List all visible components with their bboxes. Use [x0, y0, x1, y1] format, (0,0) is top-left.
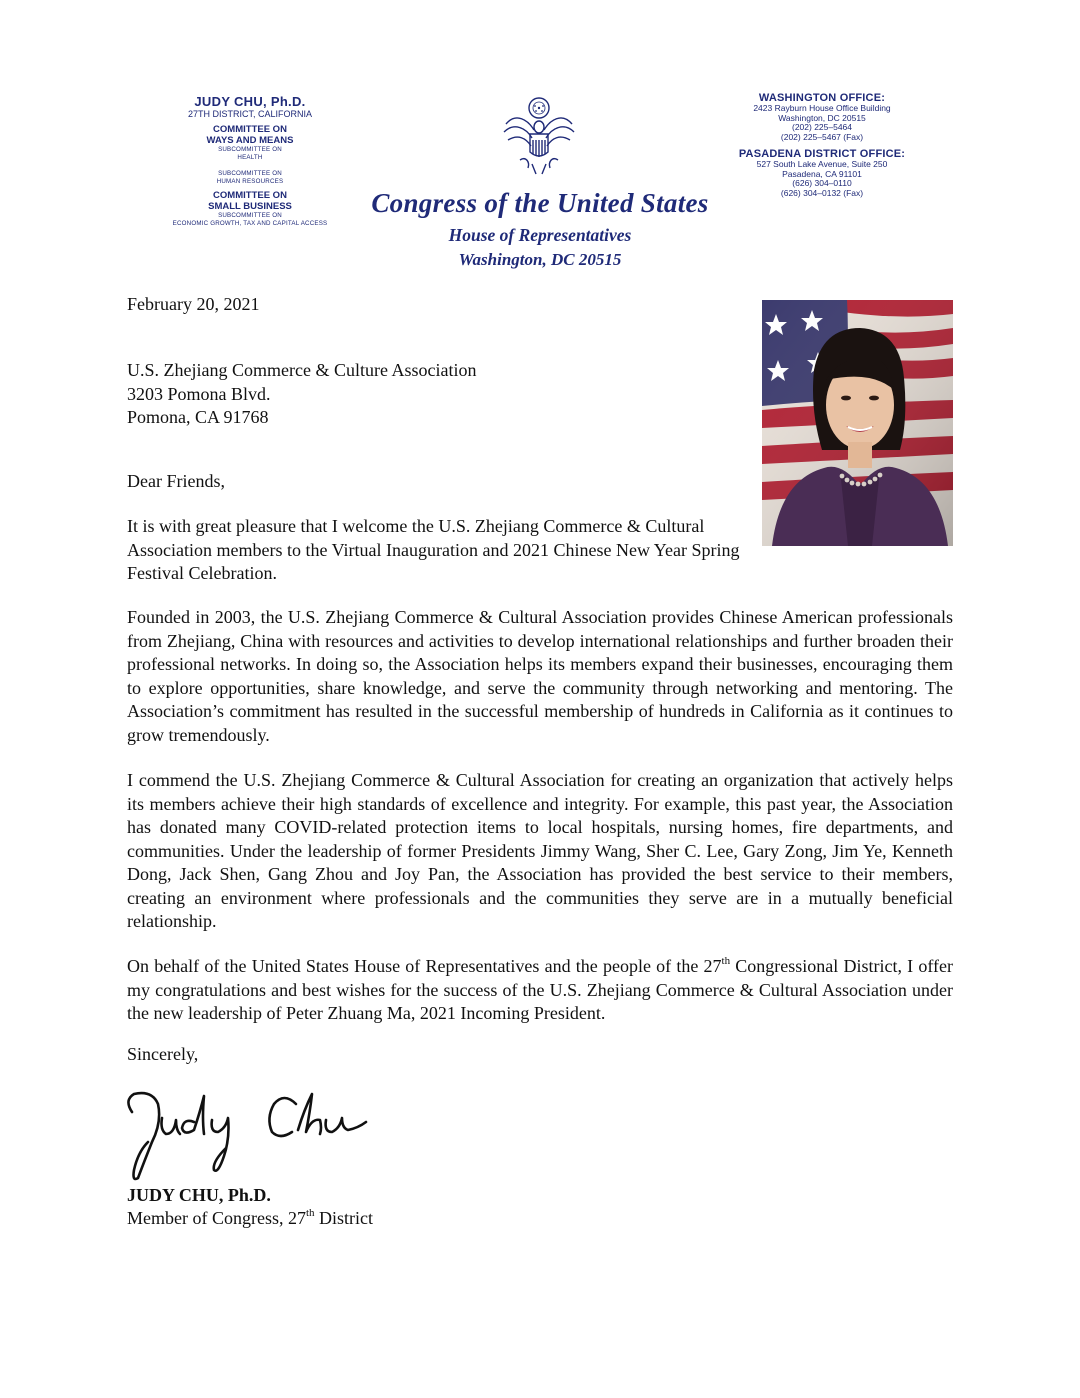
subcommittee-health: [160, 146, 340, 161]
fax-line: (626) 304–0132 (Fax): [780, 187, 864, 198]
phone-line: (202) 225–5464: [791, 122, 853, 132]
signer-title: [127, 1207, 373, 1231]
fax-line: (202) 225–5467 (Fax): [780, 131, 864, 142]
letterhead-title: [340, 188, 740, 270]
pasadena-office-heading: PASADENA DISTRICT OFFICE:: [738, 148, 906, 160]
address-line: Pasadena, CA 91101: [782, 168, 862, 179]
committee-label: WAYS AND MEANS: [206, 135, 294, 146]
subcommittee-label: SUBCOMMITTEE ON: [218, 212, 282, 219]
phone-line: (626) 304–0110: [792, 178, 852, 188]
subcommittee-label: ECONOMIC GROWTH, TAX AND CAPITAL ACCESS: [172, 219, 328, 227]
subcommittee-label: HUMAN RESOURCES: [216, 177, 284, 185]
address-line: Washington, DC 20515: [778, 112, 866, 123]
signer-title-text: District: [314, 1208, 374, 1228]
letterhead-left: [160, 94, 340, 227]
subcommittee-label: SUBCOMMITTEE ON: [218, 146, 282, 153]
subcommittee-economic-growth: [160, 212, 340, 227]
recipient-line: U.S. Zhejiang Commerce & Culture Association: [127, 360, 477, 380]
portrait-photo: [762, 300, 953, 546]
address-line: 527 South Lake Avenue, Suite 250: [756, 159, 888, 169]
subcommittee-human-resources: [160, 170, 340, 185]
recipient-line: 3203 Pomona Blvd.: [127, 383, 271, 404]
ordinal-suffix: th: [305, 1207, 315, 1219]
member-name: JUDY CHU, Ph.D.: [194, 94, 306, 109]
committee-label: SMALL BUSINESS: [208, 201, 292, 212]
letterhead-right: [722, 92, 922, 198]
paragraph-2: Founded in 2003, the U.S. Zhejiang Commerce & Cultural Association provides Chinese American professionals from Zhejiang, China with resources and activities to develop international relationships and further broaden their professional networks. In doing so, the Association helps its members expand their businesses, encouraging them to explore opportunities, share knowledge, and serve the community through networking and mentoring. The Association’s commitment has resulted in the successful membership of hundreds in California as it continues to grow tremendously.: [127, 607, 953, 745]
committee-label: COMMITTEE ON: [213, 124, 287, 135]
house-title: House of Representatives: [448, 225, 632, 245]
committee-label: COMMITTEE ON: [213, 190, 287, 201]
handwritten-signature: [118, 1082, 378, 1182]
address-line: 2423 Rayburn House Office Building: [753, 103, 891, 113]
signer-title-text: Member of Congress, 27: [127, 1208, 306, 1228]
closing: Sincerely,: [127, 1044, 199, 1064]
city-line: Washington, DC 20515: [458, 250, 622, 269]
committee-ways-means: [160, 124, 340, 146]
subcommittee-label: SUBCOMMITTEE ON: [218, 170, 282, 177]
salutation: Dear Friends,: [127, 471, 225, 491]
congress-title: Congress of the United States: [371, 188, 709, 218]
paragraph-1: It is with great pleasure that I welcome the U.S. Zhejiang Commerce & Cultural Association members to the Virtual Inauguration and 2021 Chinese New Year Spring Festival Celebration.: [127, 516, 740, 583]
paragraph-3: I commend the U.S. Zhejiang Commerce & Cultural Association for creating an organization that actively helps its members achieve their high standards of excellence and integrity. For example, this past year, the Association has donated many COVID-related protection items to local hospitals, nursing homes, fire departments, and communities. Under the leadership of former Presidents Jimmy Wang, Sher C. Lee, Gary Zong, Jim Ye, Kenneth Dong, Jack Shen, Gang Zhou and Joy Pan, the Association has provided the best service to their members, creating an environment where professionals and the communities they serve are in a mutually beneficial relationship.: [127, 770, 953, 931]
house-seal-icon: [498, 94, 580, 180]
letter-date: February 20, 2021: [127, 294, 260, 314]
signer-name: JUDY CHU, Ph.D.: [127, 1185, 271, 1205]
subcommittee-label: HEALTH: [237, 153, 263, 161]
paragraph-4-text: Congressional District, I offer my congratulations and best wishes for the success of the U.S. Zhejiang Commerce & Cultural Association under the new leadership of Peter Zhuang Ma, 2021 Incoming President.: [127, 956, 953, 1023]
washington-office-heading: WASHINGTON OFFICE:: [758, 92, 886, 104]
recipient-address: [127, 359, 476, 430]
member-district: 27TH DISTRICT, CALIFORNIA: [187, 109, 313, 119]
ordinal-suffix: th: [721, 955, 731, 967]
recipient-line: Pomona, CA 91768: [127, 407, 269, 427]
paragraph-4: [127, 955, 953, 1026]
committee-small-business: [160, 190, 340, 212]
paragraph-4-text: On behalf of the United States House of Representatives and the people of the 27: [127, 956, 722, 976]
